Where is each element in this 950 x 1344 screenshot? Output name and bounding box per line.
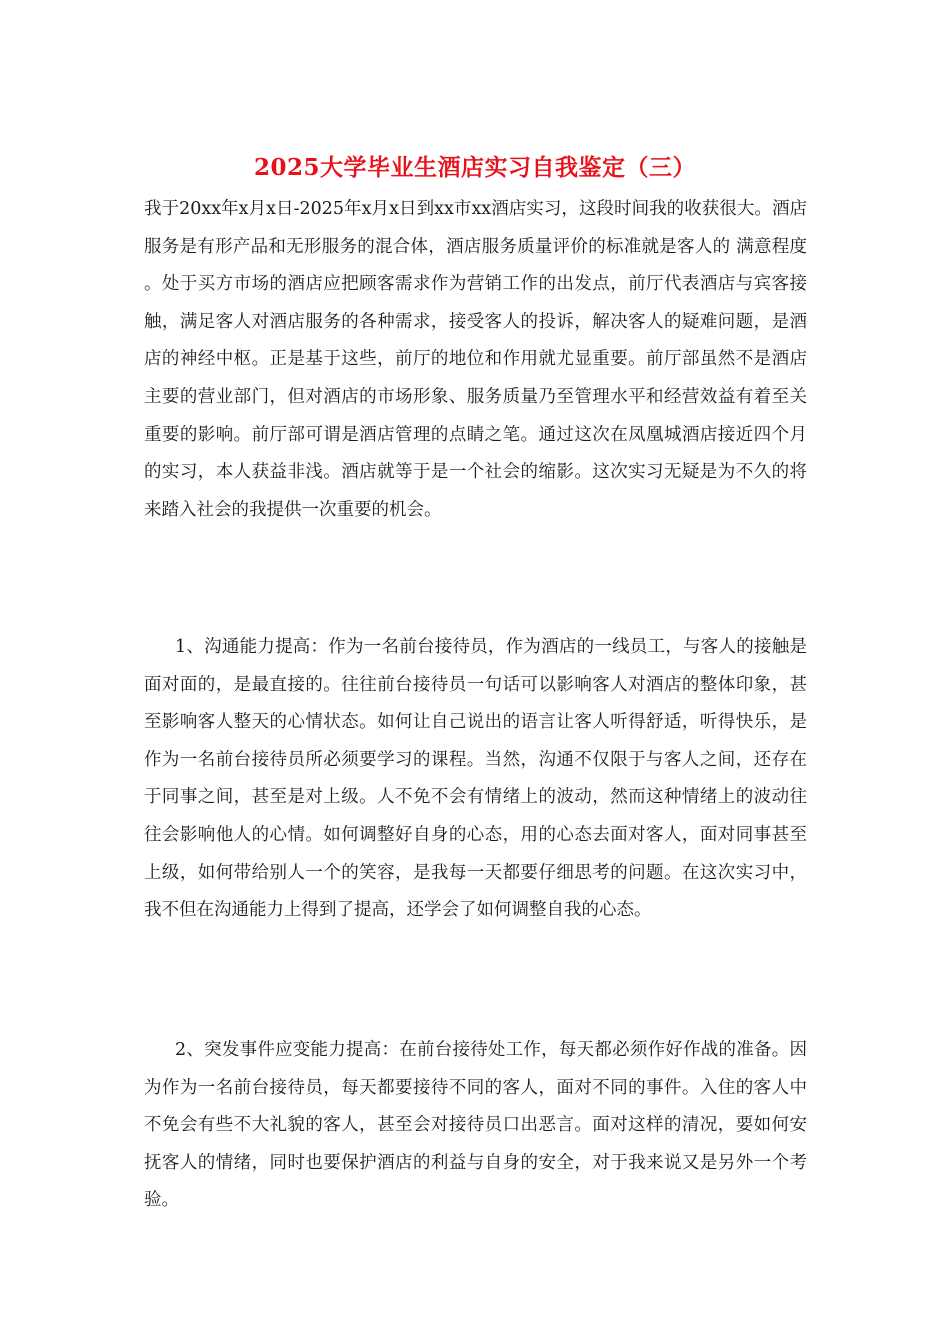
- emergency-response-paragraph: 2、突发事件应变能力提高：在前台接待处工作，每天都必须作好作战的准备。因为作为一名前台接待员，每天都要接待不同的客人，面对不同的事件。入住的客人中不免会有些不大礼貌的客人，甚至会对接待员口出恶言。面对这样的清况，要如何安抚客人的情绪，同时也要保护酒店的利益与自身的安全，对于我来说又是另外一个考验。: [144, 1040, 807, 1211]
- document-title: 2025大学毕业生酒店实习自我鉴定（三）: [253, 154, 696, 181]
- communication-paragraph: 1、沟通能力提高：作为一名前台接待员，作为酒店的一线员工，与客人的接触是面对面的，是最直接的。往往前台接待员一句话可以影响客人对酒店的整体印象，甚至影响客人整天的心情状态。如何让自己说出的语言让客人听得舒适，听得快乐，是作为一名前台接待员所必须要学习的课程。当然，沟通不仅限于与客人之间，还存在于同事之间，甚至是对上级。人不免不会有情绪上的波动，然而这种情绪上的波动往往会影响他人的心情。如何调整好自身的心态，用的心态去面对客人，面对同事甚至上级，如何带给别人一个的笑容，是我每一天都要仔细思考的问题。在这次实习中，我不但在沟通能力上得到了提高，还学会了如何调整自我的心态。: [144, 637, 807, 921]
- intro-paragraph: 我于20xx年x月x日-2025年x月x日到xx市xx酒店实习，这段时间我的收获很大。酒店服务是有形产品和无形服务的混合体，酒店服务质量评价的标准就是客人的 满意程度 。处于买方市场的酒店应把顾客需求作为营销工作的出发点，前厅代表酒店与宾客接触，满足客人对酒店服务的各种需求，接受客人的投诉，解决客人的疑难问题，是酒店的神经中枢。正是基于这些，前厅的地位和作用就尤显重要。前厅部虽然不是酒店主要的营业部门，但对酒店的市场形象、服务质量乃至管理水平和经营效益有着至关重要的影响。前厅部可谓是酒店管理的点睛之笔。通过这次在凤凰城酒店接近四个月的实习，本人获益非浅。酒店就等于是一个社会的缩影。这次实习无疑是为不久的将来踏入社会的我提供一次重要的机会。: [144, 199, 807, 520]
